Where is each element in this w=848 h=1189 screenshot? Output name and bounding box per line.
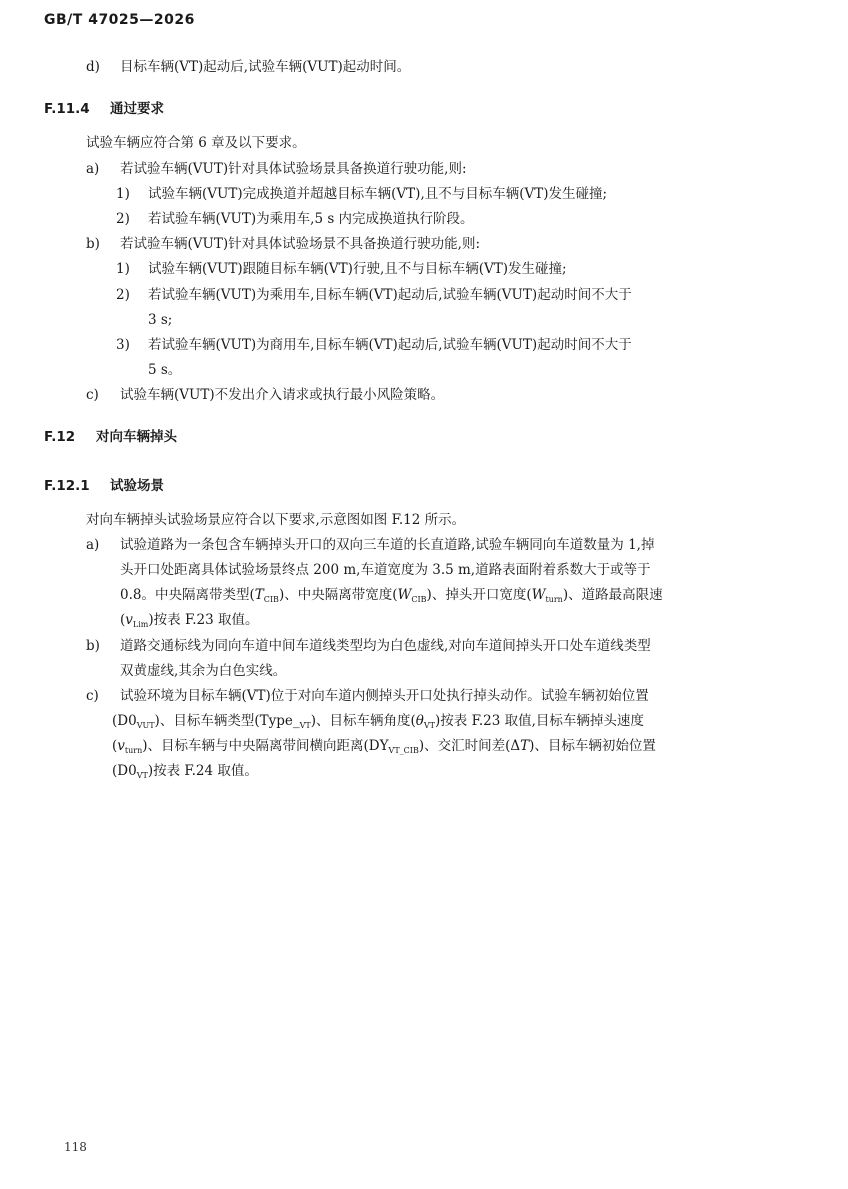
list-marker: b) <box>86 236 100 252</box>
sub-marker: 2) <box>116 287 130 303</box>
text-run: )、目标车辆角度( <box>310 713 416 729</box>
list-marker: c) <box>86 387 99 403</box>
subscript: CIB <box>411 595 427 604</box>
list-item-text: 若试验车辆(VUT)针对具体试验场景具备换道行驶功能,则: <box>120 161 467 177</box>
text-run: ( <box>112 738 118 754</box>
list-item-d <box>86 58 410 76</box>
section-number: F.12 <box>44 429 76 445</box>
sub-marker: 3) <box>116 337 130 353</box>
subscript: Lim <box>132 620 149 629</box>
list-item-text: 试验环境为目标车辆(VT)位于对向车道内侧掉头开口处执行掉头动作。试验车辆初始位置 <box>120 688 649 704</box>
subscript: CIB <box>263 595 279 604</box>
sub-item-b3-continuation: 5 s。 <box>148 362 182 378</box>
math-variable: v <box>125 612 133 628</box>
text-run: )、掉头开口宽度( <box>426 587 532 603</box>
math-variable: W <box>397 587 412 603</box>
section-heading-f-11-4 <box>44 97 164 117</box>
text-run: )、目标车辆与中央隔离带间横向距离(DY <box>142 738 389 754</box>
section-title: 通过要求 <box>110 101 164 117</box>
list-item-text: 若试验车辆(VUT)针对具体试验场景不具备换道行驶功能,则: <box>120 236 481 252</box>
text-run: ( <box>120 612 126 628</box>
text-run: )、交汇时间差(Δ <box>418 738 521 754</box>
subscript: VT <box>423 721 436 730</box>
math-variable: θ <box>415 713 424 729</box>
list-marker: d) <box>86 59 100 75</box>
sub-item-b3 <box>116 336 632 354</box>
text-run: )按表 F.23 取值。 <box>148 612 259 628</box>
list-item-a-line3 <box>120 586 663 609</box>
list-marker: b) <box>86 638 100 654</box>
list-item-a-line4 <box>120 611 258 634</box>
list-item-text: 试验道路为一条包含车辆掉头开口的双向三车道的长直道路,试验车辆同向车道数量为 1,掉 <box>120 537 655 553</box>
list-item-text: 目标车辆(VT)起动后,试验车辆(VUT)起动时间。 <box>120 59 411 75</box>
subscript: VT <box>136 771 148 780</box>
standard-code-header: GB/T 47025—2026 <box>44 12 195 28</box>
sub-item-text: 试验车辆(VUT)完成换道并超越目标车辆(VT),且不与目标车辆(VT)发生碰撞; <box>148 186 608 202</box>
sub-marker: 1) <box>116 261 130 277</box>
text-run: )、道路最高限速 <box>562 587 663 603</box>
section-heading-f-12 <box>44 425 177 445</box>
list-item-b-line2: 双黄虚线,其余为白色实线。 <box>120 663 287 679</box>
paragraph-intro-f-12-1: 对向车辆掉头试验场景应符合以下要求,示意图如图 F.12 所示。 <box>86 512 466 528</box>
text-run: )、中央隔离带宽度( <box>278 587 398 603</box>
text-run: )按表 F.23 取值,目标车辆掉头速度 <box>435 713 644 729</box>
math-variable: T <box>254 587 264 603</box>
sub-item-a2 <box>116 210 474 228</box>
section-title: 对向车辆掉头 <box>96 429 177 445</box>
list-item-c-line2 <box>112 712 644 735</box>
list-item-a-line1 <box>86 536 654 554</box>
list-marker: a) <box>86 161 100 177</box>
list-item-c-line3 <box>112 737 656 760</box>
text-run: (D0 <box>112 713 137 729</box>
list-item-b <box>86 235 480 253</box>
list-item-text: 试验车辆(VUT)不发出介入请求或执行最小风险策略。 <box>120 387 445 403</box>
text-run: )、目标车辆初始位置 <box>529 738 656 754</box>
section-number: F.11.4 <box>44 101 90 117</box>
sub-marker: 1) <box>116 186 130 202</box>
list-item-text: 道路交通标线为同向车道中间车道线类型均为白色虚线,对向车道间掉头开口处车道线类型 <box>120 638 651 654</box>
section-heading-f-12-1 <box>44 474 164 494</box>
text-run: )、目标车辆类型(Type_ <box>154 713 300 729</box>
text-run: 0.8。中央隔离带类型( <box>120 587 255 603</box>
sub-item-b1 <box>116 260 567 278</box>
sub-item-text: 若试验车辆(VUT)为商用车,目标车辆(VT)起动后,试验车辆(VUT)起动时间不大于 <box>148 337 632 353</box>
list-marker: a) <box>86 537 100 553</box>
list-item-c-line4 <box>112 762 258 785</box>
list-item-a <box>86 160 467 178</box>
sub-item-text: 试验车辆(VUT)跟随目标车辆(VT)行驶,且不与目标车辆(VT)发生碰撞; <box>148 261 567 277</box>
list-item-b-line1 <box>86 637 651 655</box>
subscript: VT_CIB <box>388 746 419 755</box>
sub-item-a1 <box>116 185 607 203</box>
math-variable: v <box>117 738 125 754</box>
section-number: F.12.1 <box>44 478 90 494</box>
list-item-c-line1 <box>86 687 649 705</box>
sub-item-b2-continuation: 3 s; <box>148 312 173 328</box>
math-variable: W <box>531 587 546 603</box>
subscript: VUT <box>136 721 155 730</box>
page-number: 118 <box>64 1140 87 1154</box>
subscript: turn <box>124 746 143 755</box>
math-variable: T <box>520 738 530 754</box>
subscript: turn <box>545 595 563 604</box>
subscript: VT <box>299 721 311 730</box>
sub-item-text: 若试验车辆(VUT)为乘用车,目标车辆(VT)起动后,试验车辆(VUT)起动时间不大于 <box>148 287 632 303</box>
sub-marker: 2) <box>116 211 130 227</box>
sub-item-b2 <box>116 286 632 304</box>
sub-item-text: 若试验车辆(VUT)为乘用车,5 s 内完成换道执行阶段。 <box>148 211 474 227</box>
list-marker: c) <box>86 688 99 704</box>
list-item-a-line2: 头开口处距离具体试验场景终点 200 m,车道宽度为 3.5 m,道路表面附着系数大于或等于 <box>120 562 651 578</box>
list-item-c <box>86 386 444 404</box>
paragraph-intro: 试验车辆应符合第 6 章及以下要求。 <box>86 135 306 151</box>
text-run: )按表 F.24 取值。 <box>147 763 258 779</box>
section-title: 试验场景 <box>110 478 164 494</box>
text-run: (D0 <box>112 763 137 779</box>
